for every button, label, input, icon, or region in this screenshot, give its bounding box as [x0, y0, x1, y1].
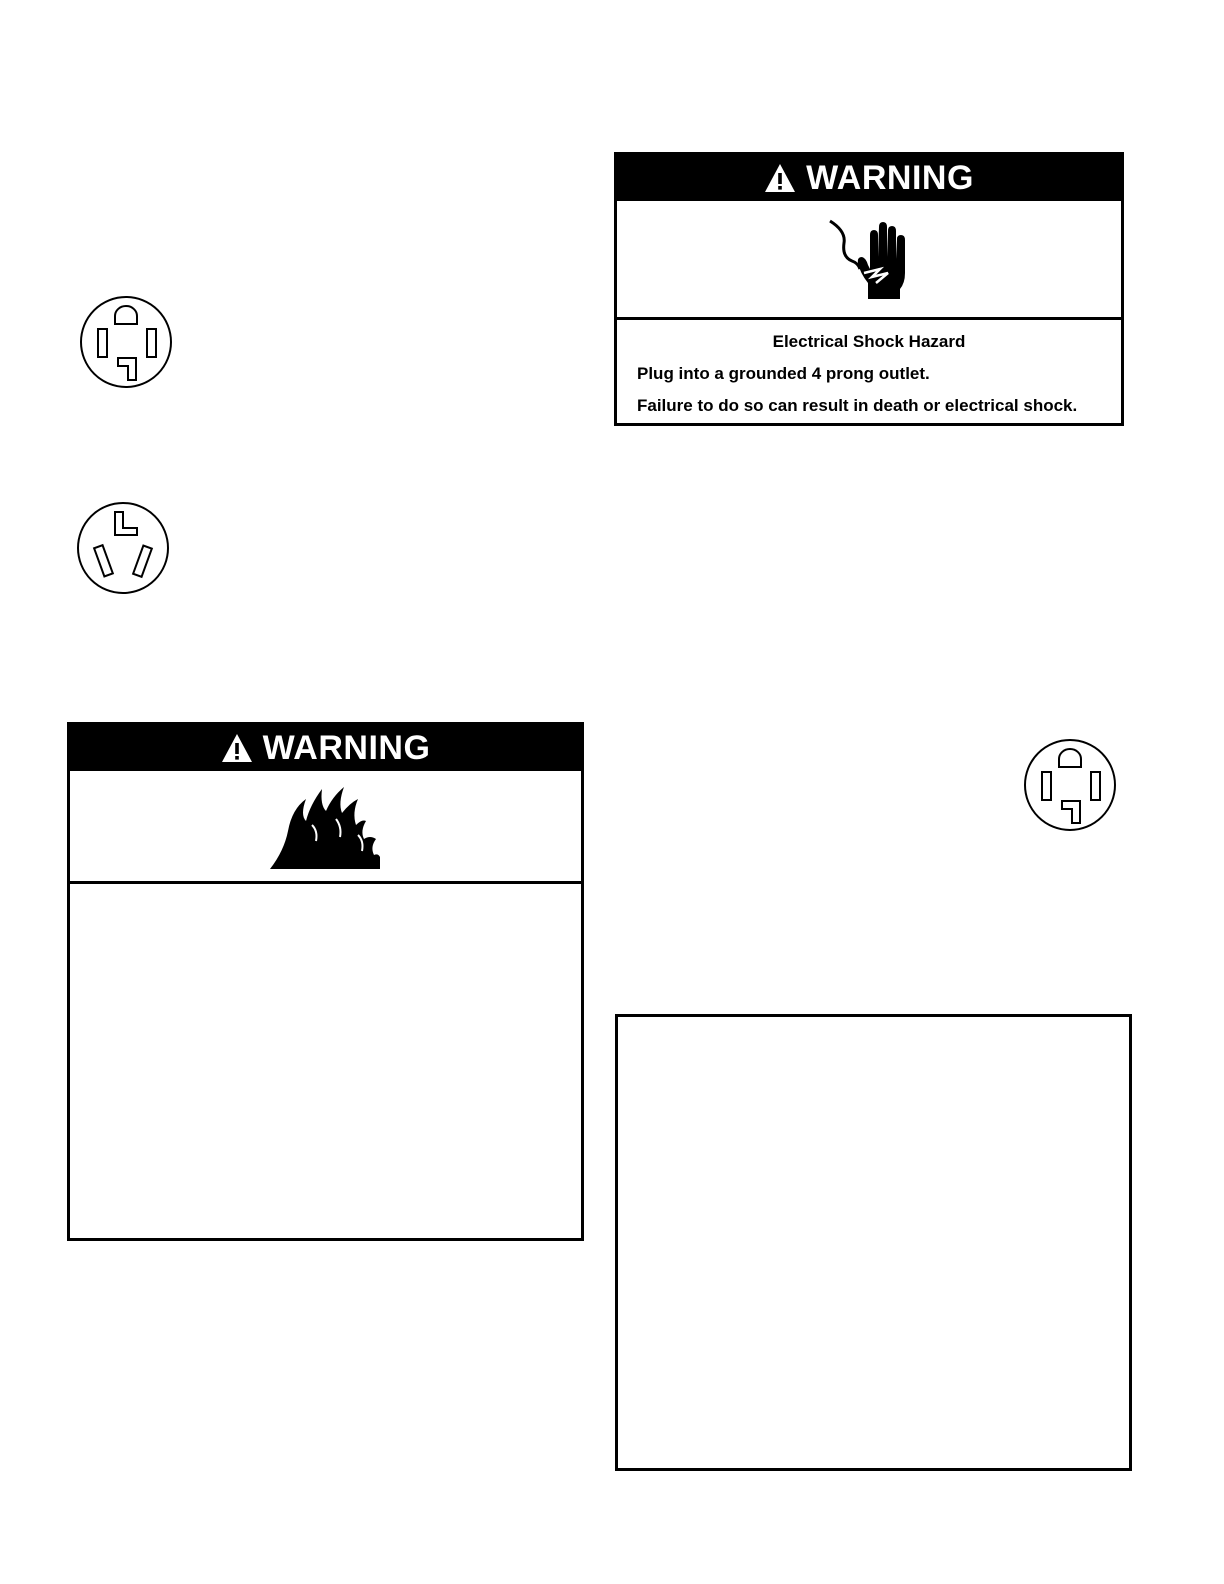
hazard-title: Electrical Shock Hazard — [772, 332, 966, 351]
warning-icon-area — [617, 201, 1121, 320]
empty-content-box — [615, 1014, 1132, 1471]
fire-flames-icon — [266, 781, 386, 871]
warning-header-label: WARNING — [262, 728, 431, 767]
four-prong-outlet-icon — [1022, 737, 1118, 833]
warning-header-label: WARNING — [806, 158, 974, 197]
consequence-line: Failure to do so can result in death or electrical shock. — [637, 396, 1078, 415]
warning-header — [617, 155, 1121, 201]
warning-triangle-icon — [764, 163, 796, 193]
fire-hazard-warning-box — [67, 722, 584, 1241]
warning-header — [70, 725, 581, 771]
three-prong-outlet-icon — [75, 500, 171, 596]
instruction-line: Plug into a grounded 4 prong outlet. — [637, 364, 930, 383]
warning-text — [617, 320, 1121, 438]
electric-shock-hand-icon — [824, 213, 914, 305]
warning-triangle-icon — [221, 733, 253, 763]
warning-icon-area — [70, 771, 581, 884]
four-prong-outlet-icon — [78, 294, 174, 390]
electrical-shock-warning-box — [614, 152, 1124, 426]
